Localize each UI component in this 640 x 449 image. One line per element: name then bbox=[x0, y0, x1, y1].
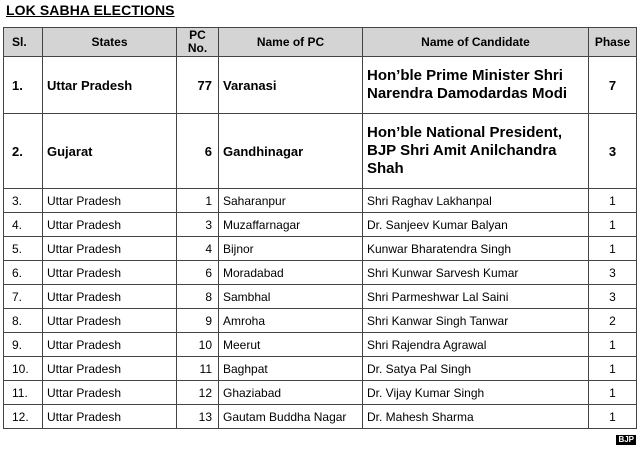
cell-state: Uttar Pradesh bbox=[43, 405, 177, 429]
cell-pc: Baghpat bbox=[219, 357, 363, 381]
cell-candidate: Hon’ble National President, BJP Shri Amit Anilchandra Shah bbox=[363, 114, 589, 189]
cell-candidate: Shri Raghav Lakhanpal bbox=[363, 189, 589, 213]
cell-pc-no: 9 bbox=[177, 309, 219, 333]
cell-sl: 5. bbox=[4, 237, 43, 261]
candidates-table bbox=[3, 27, 637, 429]
table-row bbox=[4, 333, 637, 357]
cell-candidate: Shri Kunwar Sarvesh Kumar bbox=[363, 261, 589, 285]
cell-sl: 11. bbox=[4, 381, 43, 405]
table-row bbox=[4, 237, 637, 261]
table-row bbox=[4, 114, 637, 189]
cell-state: Uttar Pradesh bbox=[43, 189, 177, 213]
table-header-row bbox=[4, 28, 637, 57]
cell-pc: Meerut bbox=[219, 333, 363, 357]
header-phase: Phase bbox=[589, 28, 637, 57]
cell-sl: 9. bbox=[4, 333, 43, 357]
cell-sl: 3. bbox=[4, 189, 43, 213]
cell-pc: Gautam Buddha Nagar bbox=[219, 405, 363, 429]
cell-phase: 1 bbox=[589, 381, 637, 405]
cell-state: Uttar Pradesh bbox=[43, 261, 177, 285]
cell-state: Uttar Pradesh bbox=[43, 57, 177, 114]
cell-pc-no: 77 bbox=[177, 57, 219, 114]
cell-pc-no: 8 bbox=[177, 285, 219, 309]
cell-pc-no: 6 bbox=[177, 261, 219, 285]
header-pc-no: PC No. bbox=[177, 28, 219, 57]
cell-state: Uttar Pradesh bbox=[43, 213, 177, 237]
cell-pc-no: 11 bbox=[177, 357, 219, 381]
cell-phase: 3 bbox=[589, 114, 637, 189]
cell-state: Gujarat bbox=[43, 114, 177, 189]
cell-state: Uttar Pradesh bbox=[43, 333, 177, 357]
cell-sl: 6. bbox=[4, 261, 43, 285]
header-name-of-candidate: Name of Candidate bbox=[363, 28, 589, 57]
cell-state: Uttar Pradesh bbox=[43, 285, 177, 309]
cell-phase: 3 bbox=[589, 285, 637, 309]
cell-candidate: Shri Kanwar Singh Tanwar bbox=[363, 309, 589, 333]
cell-phase: 1 bbox=[589, 189, 637, 213]
cell-phase: 1 bbox=[589, 405, 637, 429]
cell-phase: 1 bbox=[589, 213, 637, 237]
cell-candidate: Dr. Sanjeev Kumar Balyan bbox=[363, 213, 589, 237]
header-states: States bbox=[43, 28, 177, 57]
table-row bbox=[4, 357, 637, 381]
cell-sl: 2. bbox=[4, 114, 43, 189]
bjp-watermark: BJP bbox=[618, 435, 634, 444]
table-row bbox=[4, 189, 637, 213]
cell-phase: 3 bbox=[589, 261, 637, 285]
table-row bbox=[4, 309, 637, 333]
header-name-of-pc: Name of PC bbox=[219, 28, 363, 57]
cell-pc-no: 10 bbox=[177, 333, 219, 357]
cell-pc: Moradabad bbox=[219, 261, 363, 285]
cell-pc: Bijnor bbox=[219, 237, 363, 261]
cell-pc: Sambhal bbox=[219, 285, 363, 309]
cell-sl: 8. bbox=[4, 309, 43, 333]
cell-candidate: Dr. Vijay Kumar Singh bbox=[363, 381, 589, 405]
cell-pc: Gandhinagar bbox=[219, 114, 363, 189]
cell-state: Uttar Pradesh bbox=[43, 381, 177, 405]
cell-pc: Muzaffarnagar bbox=[219, 213, 363, 237]
cell-phase: 1 bbox=[589, 333, 637, 357]
table-row bbox=[4, 57, 637, 114]
cell-sl: 7. bbox=[4, 285, 43, 309]
cell-pc-no: 12 bbox=[177, 381, 219, 405]
cell-phase: 2 bbox=[589, 309, 637, 333]
cell-pc-no: 1 bbox=[177, 189, 219, 213]
cell-pc-no: 3 bbox=[177, 213, 219, 237]
cell-pc: Amroha bbox=[219, 309, 363, 333]
header-sl: Sl. bbox=[4, 28, 43, 57]
cell-candidate: Kunwar Bharatendra Singh bbox=[363, 237, 589, 261]
cell-state: Uttar Pradesh bbox=[43, 237, 177, 261]
cell-candidate: Shri Parmeshwar Lal Saini bbox=[363, 285, 589, 309]
cell-phase: 1 bbox=[589, 237, 637, 261]
cell-sl: 10. bbox=[4, 357, 43, 381]
page-title: LOK SABHA ELECTIONS bbox=[6, 2, 175, 18]
cell-pc-no: 6 bbox=[177, 114, 219, 189]
cell-phase: 1 bbox=[589, 357, 637, 381]
table-row bbox=[4, 405, 637, 429]
cell-candidate: Shri Rajendra Agrawal bbox=[363, 333, 589, 357]
cell-state: Uttar Pradesh bbox=[43, 357, 177, 381]
table-row bbox=[4, 381, 637, 405]
table-row bbox=[4, 261, 637, 285]
cell-candidate: Dr. Mahesh Sharma bbox=[363, 405, 589, 429]
cell-candidate: Dr. Satya Pal Singh bbox=[363, 357, 589, 381]
cell-pc: Ghaziabad bbox=[219, 381, 363, 405]
cell-sl: 4. bbox=[4, 213, 43, 237]
cell-pc-no: 4 bbox=[177, 237, 219, 261]
cell-pc: Saharanpur bbox=[219, 189, 363, 213]
table-row bbox=[4, 213, 637, 237]
cell-state: Uttar Pradesh bbox=[43, 309, 177, 333]
cell-pc: Varanasi bbox=[219, 57, 363, 114]
table-row bbox=[4, 285, 637, 309]
cell-sl: 1. bbox=[4, 57, 43, 114]
cell-pc-no: 13 bbox=[177, 405, 219, 429]
cell-candidate: Hon’ble Prime Minister Shri Narendra Damodardas Modi bbox=[363, 57, 589, 114]
cell-sl: 12. bbox=[4, 405, 43, 429]
cell-phase: 7 bbox=[589, 57, 637, 114]
